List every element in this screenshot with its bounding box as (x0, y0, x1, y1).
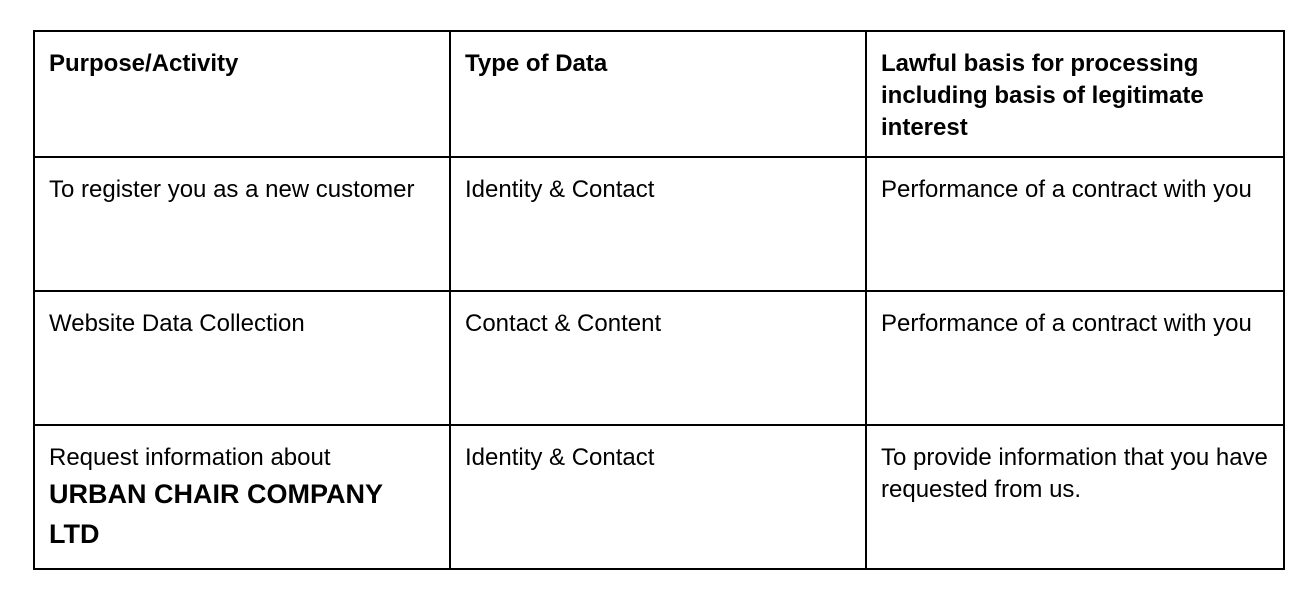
header-purpose-activity: Purpose/Activity (34, 31, 450, 157)
cell-basis: Performance of a contract with you (866, 291, 1284, 425)
cell-purpose: To register you as a new customer (34, 157, 450, 291)
table-row (34, 157, 1284, 291)
header-lawful-basis: Lawful basis for processing including basis of legitimate interest (866, 31, 1284, 157)
cell-type: Contact & Content (450, 291, 866, 425)
cell-purpose (34, 425, 450, 569)
cell-type: Identity & Contact (450, 157, 866, 291)
header-type-of-data: Type of Data (450, 31, 866, 157)
table-row (34, 425, 1284, 569)
cell-purpose: Website Data Collection (34, 291, 450, 425)
table-header-row (34, 31, 1284, 157)
cell-basis: Performance of a contract with you (866, 157, 1284, 291)
table-row (34, 291, 1284, 425)
lawful-basis-table (33, 30, 1285, 570)
purpose-text: Request information about (49, 444, 331, 471)
cell-type: Identity & Contact (450, 425, 866, 569)
company-name: URBAN CHAIR COMPANY LTD (49, 479, 383, 549)
cell-basis: To provide information that you have requested from us. (866, 425, 1284, 569)
